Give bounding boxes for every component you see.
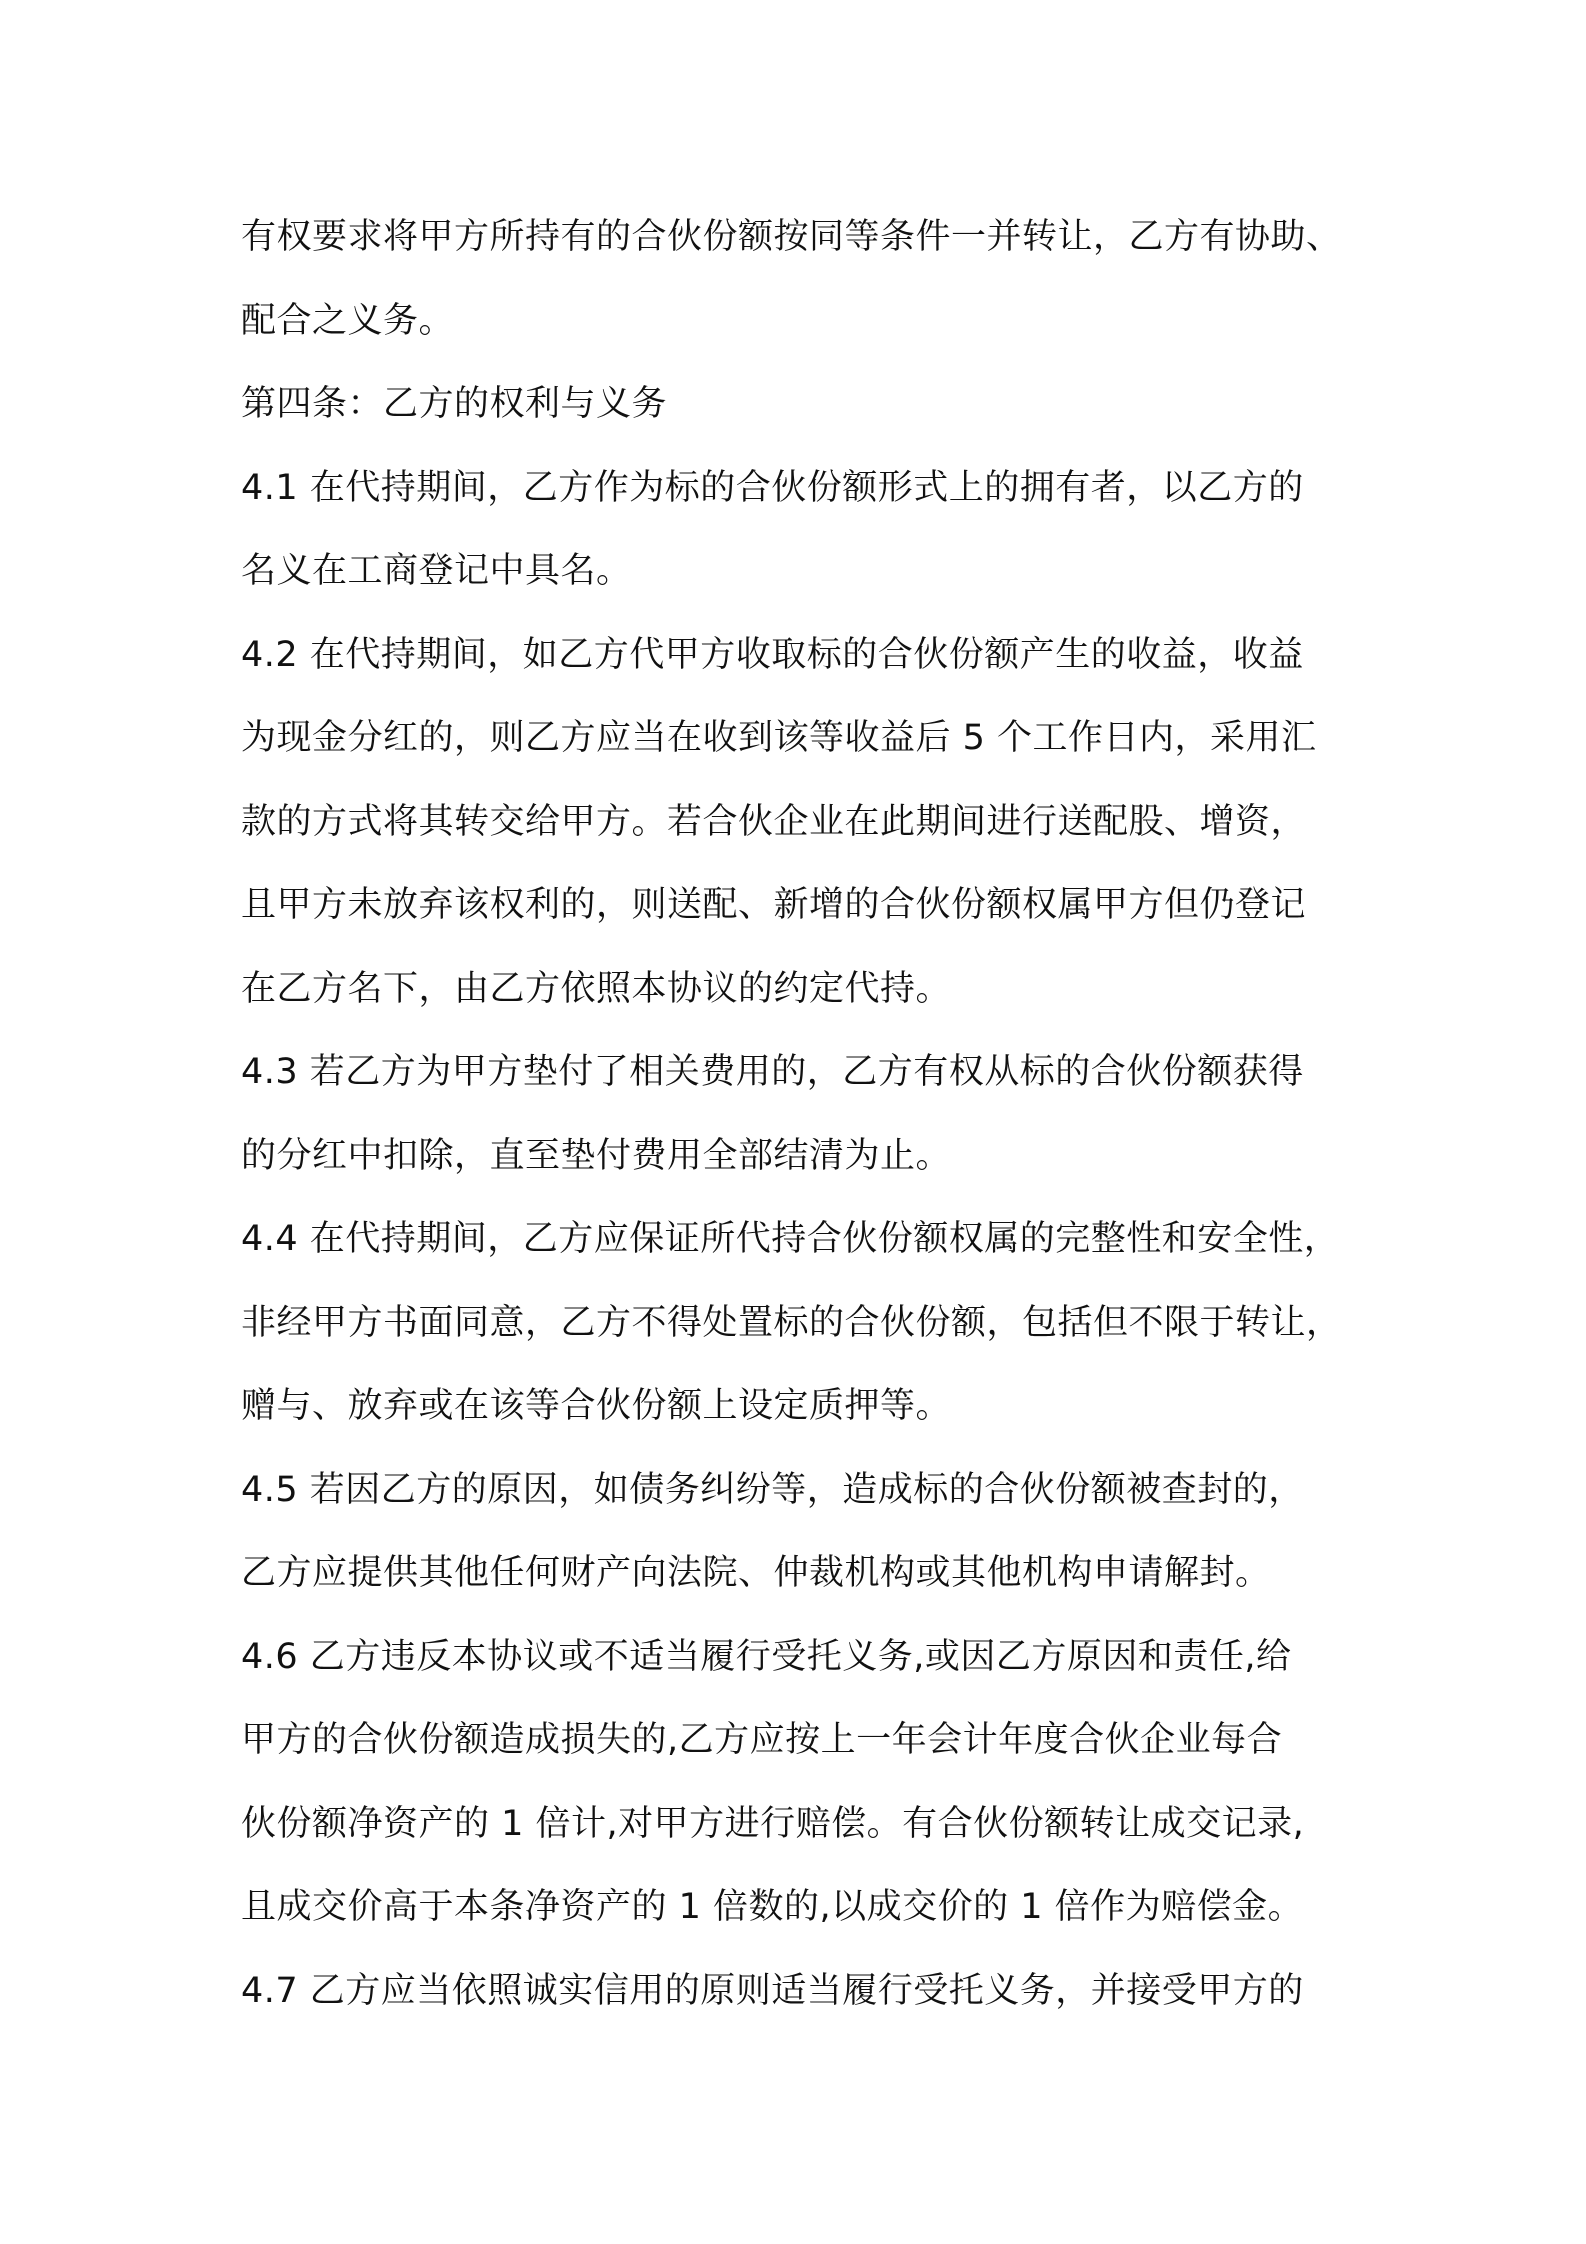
text-line: 4.2 在代持期间，如乙方代甲方收取标的合伙份额产生的收益，收益: [241, 634, 1304, 675]
text-line: 配合之义务。: [241, 300, 455, 341]
text-line: 4.4 在代持期间，乙方应保证所代持合伙份额权属的完整性和安全性，: [241, 1219, 1340, 1259]
text-line: 有权要求将甲方所持有的合伙份额按同等条件一并转让，乙方有协助、: [241, 217, 1342, 257]
document-body: [241, 196, 1381, 2033]
text-line: 4.3 若乙方为甲方垫付了相关费用的，乙方有权从标的合伙份额获得: [241, 1052, 1304, 1092]
text-line: 伙份额净资产的 1 倍计,对甲方进行赔偿。有合伙份额转让成交记录,: [241, 1803, 1305, 1844]
text-line: 且成交价高于本条净资产的 1 倍数的,以成交价的 1 倍作为赔偿金。: [241, 1887, 1304, 1927]
text-line: 且甲方未放弃该权利的，则送配、新增的合伙份额权属甲方但仍登记: [241, 885, 1307, 925]
text-line: 在乙方名下，由乙方依照本协议的约定代持。: [241, 968, 952, 1009]
section-heading: 第四条：乙方的权利与义务: [241, 384, 668, 424]
text-line: 4.1 在代持期间，乙方作为标的合伙份额形式上的拥有者，以乙方的: [241, 467, 1304, 508]
text-line: 赠与、放弃或在该等合伙份额上设定质押等。: [241, 1386, 952, 1426]
text-line: 4.6 乙方违反本协议或不适当履行受托义务,或因乙方原因和责任,给: [241, 1636, 1292, 1677]
text-line: 的分红中扣除，直至垫付费用全部结清为止。: [241, 1135, 952, 1176]
text-line: 款的方式将其转交给甲方。若合伙企业在此期间进行送配股、增资，: [241, 801, 1307, 842]
text-line: 4.5 若因乙方的原因，如债务纠纷等，造成标的合伙份额被查封的，: [241, 1469, 1304, 1510]
text-line: 4.7 乙方应当依照诚实信用的原则适当履行受托义务，并接受甲方的: [241, 1970, 1304, 2011]
text-line: 乙方应提供其他任何财产向法院、仲裁机构或其他机构申请解封。: [241, 1553, 1271, 1593]
text-line: 甲方的合伙份额造成损失的,乙方应按上一年会计年度合伙企业每合: [241, 1720, 1283, 1760]
text-line: 非经甲方书面同意，乙方不得处置标的合伙份额，包括但不限于转让，: [241, 1302, 1342, 1343]
text-line: 为现金分红的，则乙方应当在收到该等收益后 5 个工作日内，采用汇: [241, 718, 1317, 758]
text-line: 名义在工商登记中具名。: [241, 551, 632, 591]
